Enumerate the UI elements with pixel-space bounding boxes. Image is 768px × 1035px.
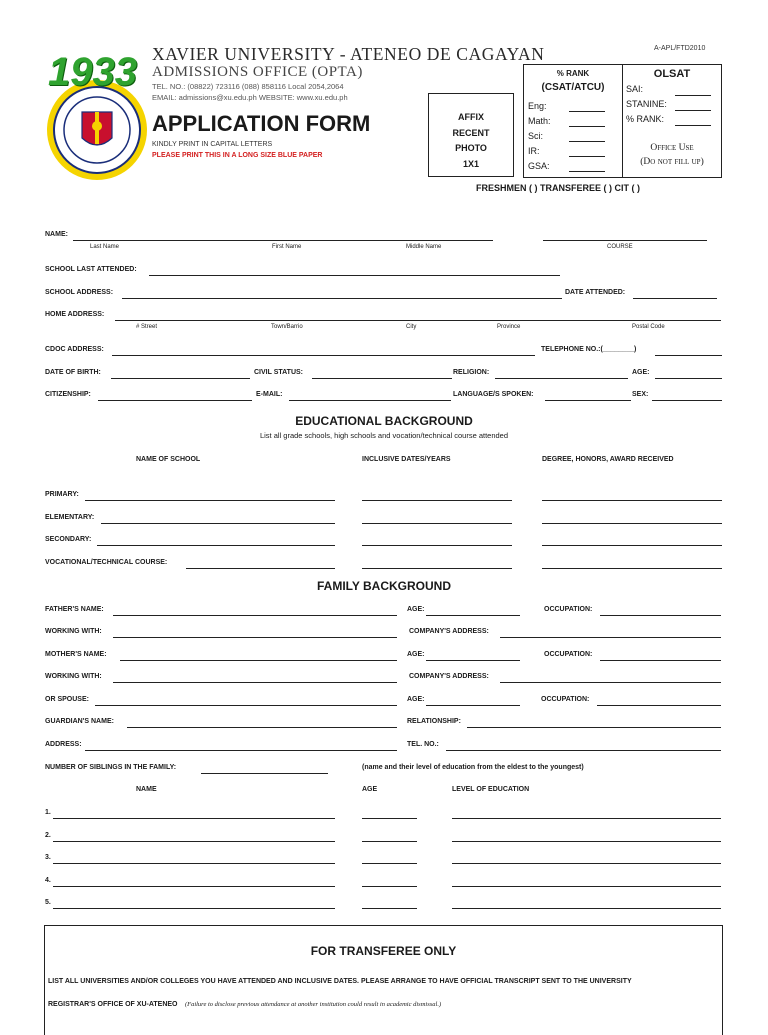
mother-input[interactable]	[120, 660, 397, 661]
province-caption: Province	[497, 324, 521, 330]
guardian-label: GUARDIAN'S NAME:	[45, 718, 114, 725]
city-caption: City	[406, 324, 417, 330]
spouse-occupation-label: OCCUPATION:	[541, 696, 590, 703]
sibling-age-header: AGE	[362, 786, 378, 793]
town-caption: Town/Barrio	[271, 324, 303, 330]
primary-school-input[interactable]	[85, 500, 335, 501]
rank-gsa-label: GSA:	[528, 161, 550, 171]
postal-caption: Postal Code	[632, 324, 665, 330]
sibling-3-name-input[interactable]	[53, 863, 335, 864]
civil-status-label: CIVIL STATUS:	[254, 369, 303, 376]
mother-occupation-input[interactable]	[600, 660, 721, 661]
transferee-instruction: LIST ALL UNIVERSITIES AND/OR COLLEGES YOU HAVE ATTENDED AND INCLUSIVE DATES. PLEASE ARRANGE TO HAVE OFFICIAL TRANSCRIPT SENT TO THE UNIVERSITY	[48, 978, 632, 985]
name-label: NAME:	[45, 231, 68, 238]
father-age-label: AGE:	[407, 606, 425, 613]
father-label: FATHER'S NAME:	[45, 606, 104, 613]
religion-input[interactable]	[495, 378, 628, 379]
office-use-note: (Do not fill up)	[640, 157, 704, 167]
course-input[interactable]	[543, 240, 707, 241]
guardian-address-input[interactable]	[85, 750, 397, 751]
rank-subtitle: (CSAT/ATCU)	[541, 82, 605, 93]
school-last-label: SCHOOL LAST ATTENDED:	[45, 266, 137, 273]
spouse-age-input[interactable]	[426, 705, 520, 706]
mother-age-label: AGE:	[407, 651, 425, 658]
spouse-label: OR SPOUSE:	[45, 696, 89, 703]
sibling-level-header: LEVEL OF EDUCATION	[452, 786, 530, 793]
father-company-input[interactable]	[500, 637, 721, 638]
father-occupation-input[interactable]	[600, 615, 721, 616]
vocational-degree-input[interactable]	[542, 568, 722, 569]
elementary-dates-input[interactable]	[362, 523, 512, 524]
rank-box	[523, 64, 623, 178]
mother-working-input[interactable]	[113, 682, 397, 683]
mother-label: MOTHER'S NAME:	[45, 651, 107, 658]
date-attended-input[interactable]	[633, 298, 717, 299]
father-age-input[interactable]	[426, 615, 520, 616]
father-occupation-label: OCCUPATION:	[544, 606, 593, 613]
secondary-label: SECONDARY:	[45, 536, 92, 543]
contact-email-web: EMAIL: admissions@xu.edu.ph WEBSITE: www.xu.edu.ph	[152, 93, 348, 102]
sibling-2-level-input[interactable]	[452, 841, 721, 842]
age-input[interactable]	[655, 378, 722, 379]
sibling-4-number: 4.	[45, 877, 51, 884]
vocational-school-input[interactable]	[186, 568, 335, 569]
guardian-address-label: ADDRESS:	[45, 741, 82, 748]
applicant-type: FRESHMEN ( ) TRANSFEREE ( ) CIT ( )	[476, 183, 640, 193]
photo-label-3: PHOTO	[455, 143, 487, 153]
siblings-label: NUMBER OF SIBLINGS IN THE FAMILY:	[45, 764, 177, 771]
contact-tel: TEL. NO.: (08822) 723116 (088) 858116 Local 2054,2064	[152, 82, 344, 91]
sibling-1-age-input[interactable]	[362, 818, 417, 819]
relationship-input[interactable]	[467, 727, 721, 728]
cdoc-input[interactable]	[112, 355, 535, 356]
secondary-degree-input[interactable]	[542, 545, 722, 546]
rank-eng-label: Eng:	[528, 101, 547, 111]
course-caption: COURSE	[607, 244, 633, 250]
transferee-title: FOR TRANSFEREE ONLY	[310, 944, 457, 958]
transferee-box	[44, 925, 723, 1035]
civil-status-input[interactable]	[312, 378, 452, 379]
language-input[interactable]	[545, 400, 631, 401]
citizenship-input[interactable]	[98, 400, 252, 401]
sibling-1-name-input[interactable]	[53, 818, 335, 819]
elementary-school-input[interactable]	[101, 523, 335, 524]
sibling-4-level-input[interactable]	[452, 886, 721, 887]
telephone-label: TELEPHONE NO.:(________)	[541, 346, 637, 353]
sibling-2-name-input[interactable]	[53, 841, 335, 842]
office-name: ADMISSIONS OFFICE (OPTA)	[152, 64, 363, 80]
sibling-5-number: 5.	[45, 899, 51, 906]
university-logo	[42, 50, 152, 185]
name-input[interactable]	[73, 240, 493, 241]
home-address-label: HOME ADDRESS:	[45, 311, 105, 318]
spouse-occupation-input[interactable]	[597, 705, 721, 706]
school-address-input[interactable]	[122, 298, 562, 299]
dob-input[interactable]	[111, 378, 250, 379]
father-input[interactable]	[113, 615, 397, 616]
transferee-note: (Failure to disclose previous attendance at another institution could result in academic dismissal.)	[184, 1001, 442, 1008]
secondary-school-input[interactable]	[97, 545, 335, 546]
home-address-input[interactable]	[115, 320, 721, 321]
photo-box	[428, 93, 514, 177]
mother-working-label: WORKING WITH:	[45, 673, 102, 680]
father-company-label: COMPANY'S ADDRESS:	[409, 628, 489, 635]
sex-input[interactable]	[652, 400, 722, 401]
elementary-degree-input[interactable]	[542, 523, 722, 524]
transferee-registrar: REGISTRAR'S OFFICE OF XU-ATENEO	[48, 1001, 178, 1008]
citizenship-label: CITIZENSHIP:	[45, 391, 91, 398]
sibling-3-level-input[interactable]	[452, 863, 721, 864]
secondary-dates-input[interactable]	[362, 545, 512, 546]
sibling-2-number: 2.	[45, 832, 51, 839]
mother-age-input[interactable]	[426, 660, 520, 661]
photo-label-4: 1X1	[462, 158, 479, 169]
rank-title: % RANK	[556, 69, 590, 78]
education-title: EDUCATIONAL BACKGROUND	[295, 414, 473, 428]
dob-label: DATE OF BIRTH:	[45, 369, 101, 376]
education-subtitle: List all grade schools, high schools and vocation/technical course attended	[259, 431, 509, 440]
school-name-header: NAME OF SCHOOL	[136, 456, 201, 463]
sibling-4-age-input[interactable]	[362, 886, 417, 887]
sibling-5-name-input[interactable]	[53, 908, 335, 909]
father-working-input[interactable]	[113, 637, 397, 638]
instruction-capital: KINDLY PRINT IN CAPITAL LETTERS	[152, 141, 273, 148]
guardian-tel-label: TEL. NO.:	[407, 741, 439, 748]
rank-ir-label: IR:	[528, 146, 540, 156]
sibling-5-age-input[interactable]	[362, 908, 417, 909]
date-attended-label: DATE ATTENDED:	[565, 289, 626, 296]
street-caption: # Street	[136, 324, 158, 330]
olsat-box	[622, 64, 722, 178]
telephone-input[interactable]	[655, 355, 722, 356]
photo-label-2: RECENT	[452, 127, 490, 138]
instruction-paper: PLEASE PRINT THIS IN A LONG SIZE BLUE PAPER	[152, 152, 323, 159]
sibling-3-age-input[interactable]	[362, 863, 417, 864]
middle-name-caption: Middle Name	[406, 244, 442, 250]
sibling-4-name-input[interactable]	[53, 886, 335, 887]
spouse-age-label: AGE:	[407, 696, 425, 703]
guardian-tel-input[interactable]	[446, 750, 721, 751]
form-code: A-APL/FTD2010	[654, 45, 706, 52]
sibling-2-age-input[interactable]	[362, 841, 417, 842]
language-label: LANGUAGE/S SPOKEN:	[453, 391, 534, 398]
sibling-3-number: 3.	[45, 854, 51, 861]
university-name: XAVIER UNIVERSITY - ATENEO DE CAGAYAN	[152, 44, 545, 64]
cdoc-label: CDOC ADDRESS:	[45, 346, 104, 353]
school-address-label: SCHOOL ADDRESS:	[45, 289, 114, 296]
first-name-caption: First Name	[272, 244, 302, 250]
form-title: APPLICATION FORM	[152, 111, 371, 136]
rank-math-label: Math:	[528, 116, 551, 126]
degree-header: DEGREE, HONORS, AWARD RECEIVED	[542, 456, 674, 463]
logo-year: 1933	[48, 50, 137, 94]
photo-label-1: AFFIX	[458, 112, 484, 122]
school-last-input[interactable]	[149, 275, 560, 276]
religion-label: RELIGION:	[453, 369, 490, 376]
siblings-note: (name and their level of education from the eldest to the youngest)	[362, 764, 584, 771]
sibling-1-level-input[interactable]	[452, 818, 721, 819]
sibling-5-level-input[interactable]	[452, 908, 721, 909]
olsat-stanine-label: STANINE:	[626, 99, 667, 109]
spouse-input[interactable]	[95, 705, 397, 706]
age-label: AGE:	[632, 369, 650, 376]
dates-header: INCLUSIVE DATES/YEARS	[362, 456, 451, 463]
sex-label: SEX:	[632, 391, 649, 398]
email-label: E-MAIL:	[256, 391, 283, 398]
primary-dates-input[interactable]	[362, 500, 512, 501]
guardian-input[interactable]	[127, 727, 397, 728]
sibling-name-header: NAME	[136, 786, 157, 793]
family-title: FAMILY BACKGROUND	[316, 579, 451, 593]
olsat-rank-label: % RANK:	[626, 114, 665, 124]
email-input[interactable]	[289, 400, 451, 401]
vocational-dates-input[interactable]	[362, 568, 512, 569]
relationship-label: RELATIONSHIP:	[407, 718, 461, 725]
primary-degree-input[interactable]	[542, 500, 722, 501]
vocational-label: VOCATIONAL/TECHNICAL COURSE:	[45, 559, 168, 566]
mother-occupation-label: OCCUPATION:	[544, 651, 593, 658]
mother-company-input[interactable]	[500, 682, 721, 683]
olsat-title: OLSAT	[653, 68, 691, 80]
last-name-caption: Last Name	[90, 244, 120, 250]
elementary-label: ELEMENTARY:	[45, 514, 95, 521]
rank-sci-label: Sci:	[528, 131, 544, 141]
sibling-1-number: 1.	[45, 809, 51, 816]
siblings-input[interactable]	[201, 773, 328, 774]
mother-company-label: COMPANY'S ADDRESS:	[409, 673, 489, 680]
office-use-label: Office Use	[650, 143, 694, 153]
olsat-sai-label: SAI:	[626, 84, 644, 94]
father-working-label: WORKING WITH:	[45, 628, 102, 635]
primary-label: PRIMARY:	[45, 491, 79, 498]
